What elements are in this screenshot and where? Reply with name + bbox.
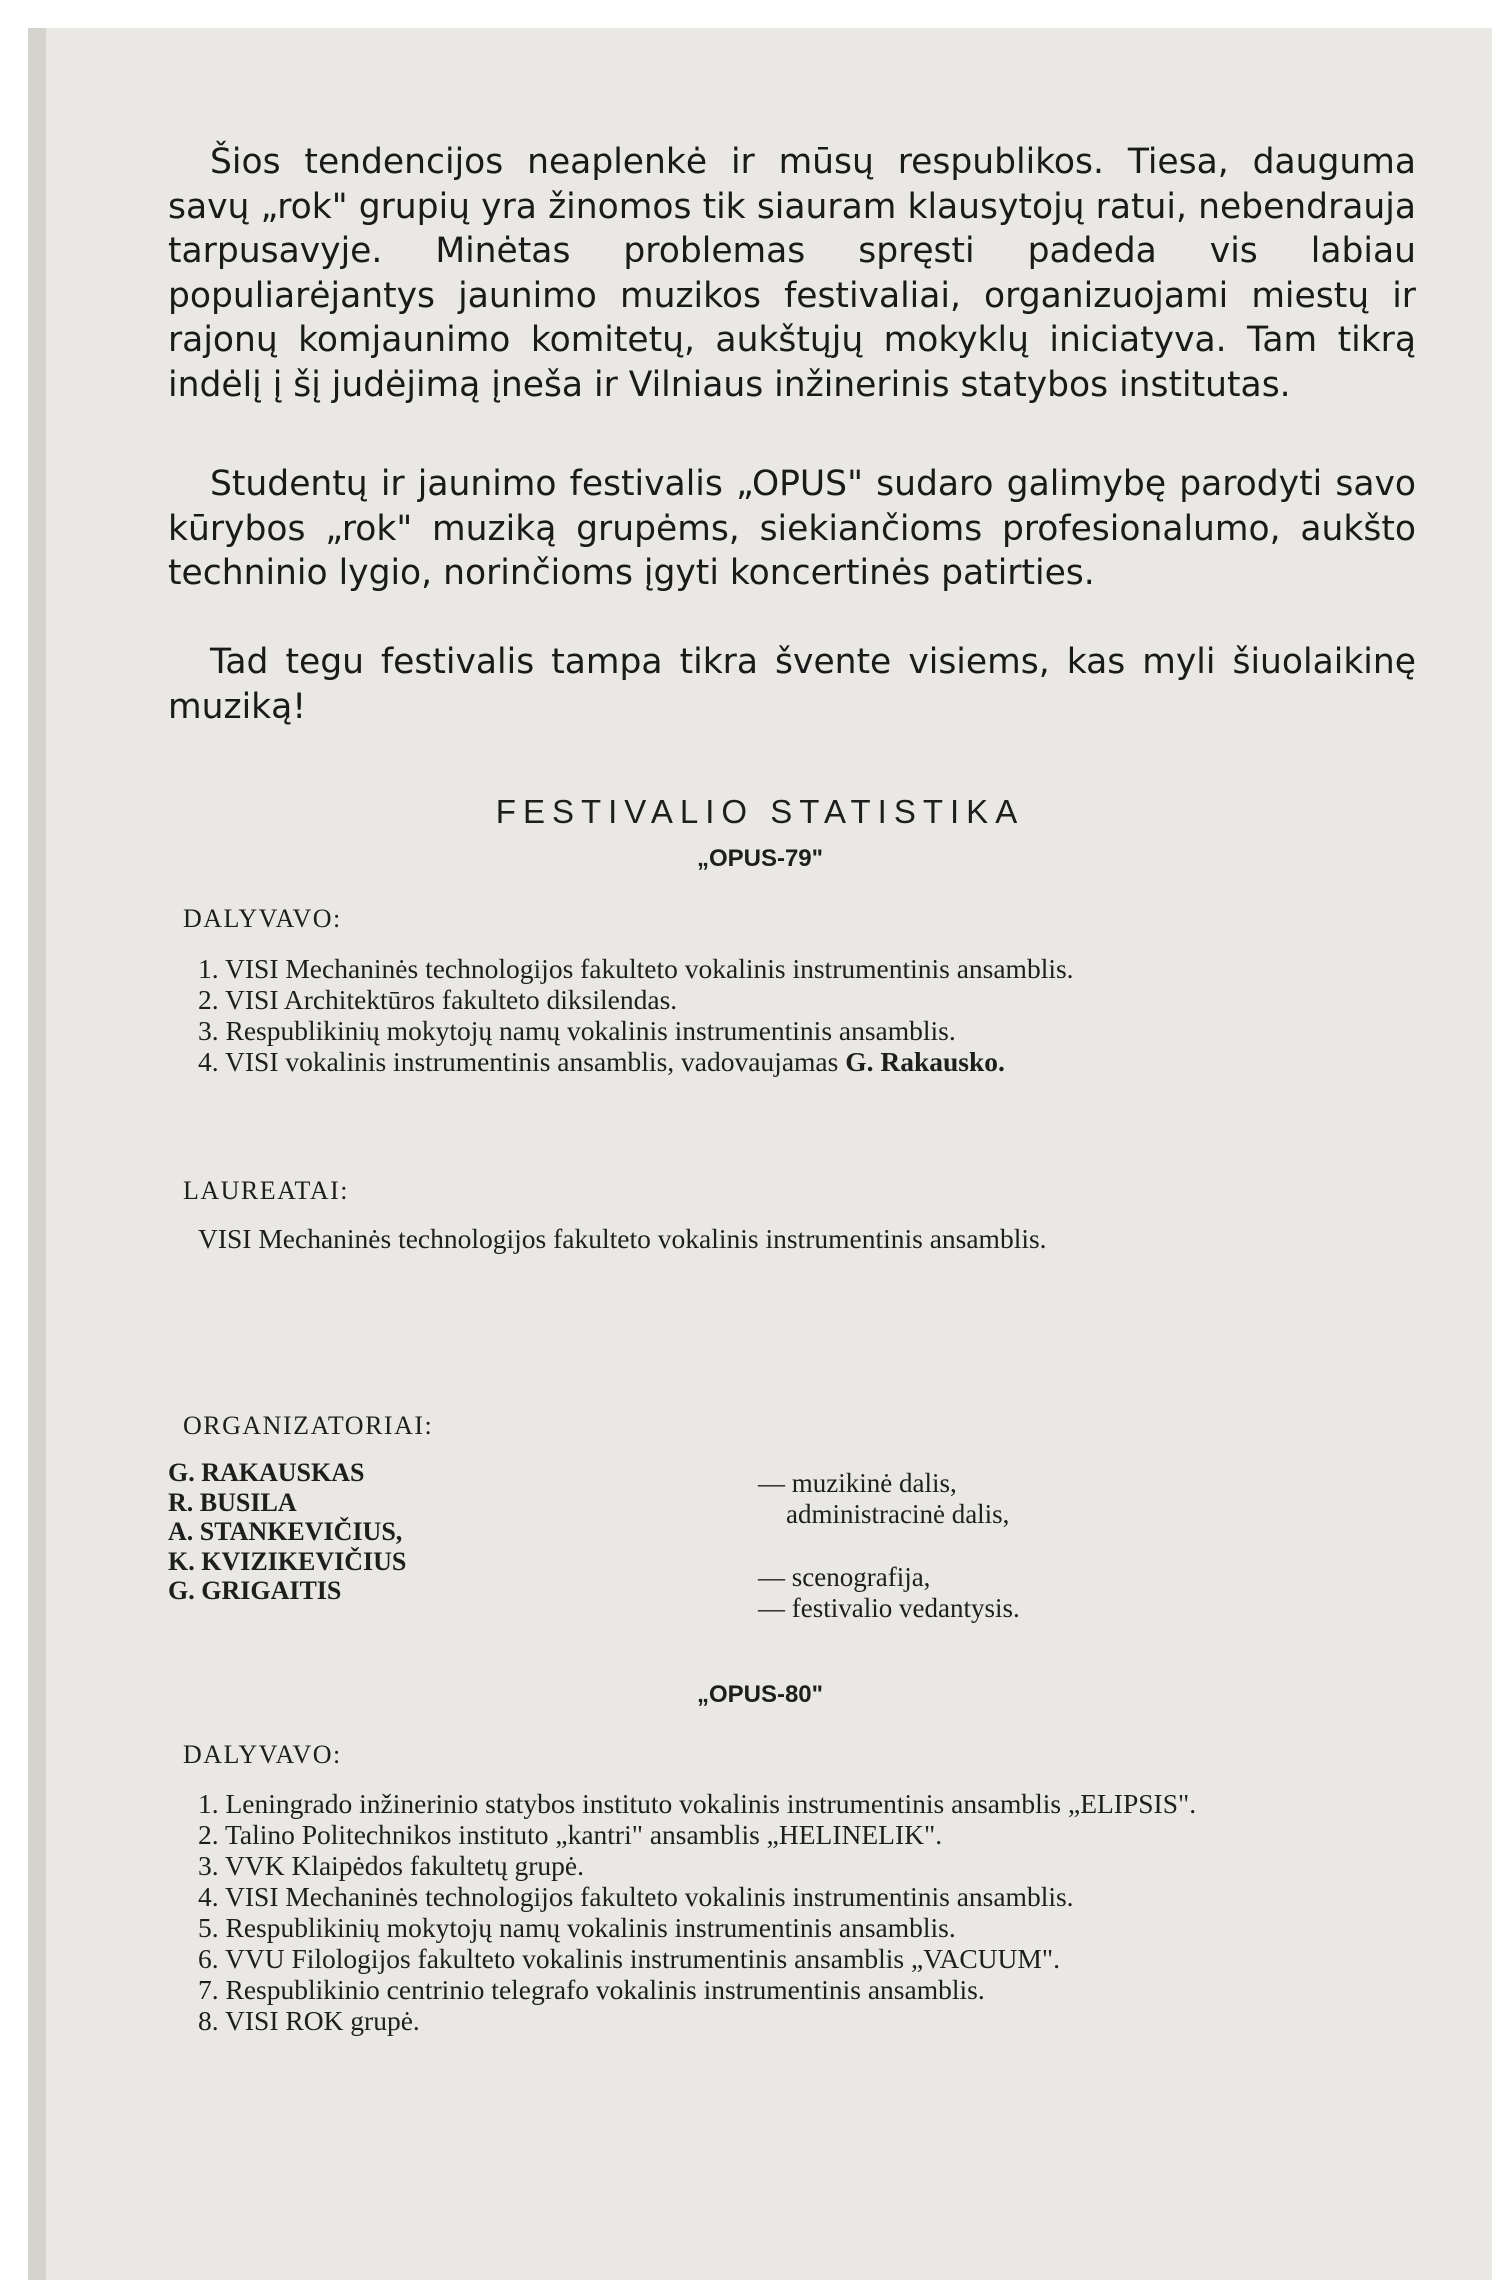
organizer-role: — festivalio vedantysis.	[758, 1593, 1020, 1623]
list-item: 3. VVK Klaipėdos fakultetų grupė.	[198, 1850, 584, 1881]
list-item: 1. Leningrado inžinerinio statybos instituto vokalinis instrumentinis ansamblis „ELIPSIS".	[198, 1788, 1197, 1819]
list-item: 1. VISI Mechaninės technologijos fakulteto vokalinis instrumentinis ansamblis.	[198, 953, 1074, 984]
organizers-list	[168, 1458, 406, 1606]
intro-paragraph-1: Šios tendencijos neaplenkė ir mūsų respublikos. Tiesa, dauguma savų „rok" grupių yra žinomos tik siauram klausytojų ratui, nebendrauja tarpusavyje. Minėtas problemas spręsti padeda vis labiau populiarėjantys jaunimo muzikos festivaliai, organizuojami miestų ir rajonų komjaunimo komitetų, aukštųjų mokyklų iniciatyva. Tam tikrą indėlį į šį judėjimą įneša ir Vilniaus inžinerinis statybos institutas.	[168, 142, 1416, 405]
organizer-role: — scenografija,	[758, 1562, 931, 1592]
opus79-title: „OPUS-79"	[696, 845, 824, 872]
opus79-participants-label: DALYVAVO:	[183, 904, 342, 933]
list-item	[168, 1046, 1408, 1077]
laureates-label: LAUREATAI:	[183, 1176, 350, 1205]
organizer-name: G. GRIGAITIS	[168, 1576, 342, 1605]
organizer-role: — muzikinė dalis,	[758, 1468, 957, 1498]
list-item: 3. Respublikinių mokytojų namų vokalinis instrumentinis ansamblis.	[198, 1015, 956, 1046]
intro-paragraph-2: Studentų ir jaunimo festivalis „OPUS" sudaro galimybę parodyti savo kūrybos „rok" muziką grupėms, siekiančioms profesionalumo, aukšto techninio lygio, norinčioms įgyti koncertinės patirties.	[168, 464, 1416, 593]
laureates-text: VISI Mechaninės technologijos fakulteto vokalinis instrumentinis ansamblis.	[198, 1223, 1047, 1254]
organizer-name: A. STANKEVIČIUS,	[168, 1517, 403, 1546]
list-item: 6. VVU Filologijos fakulteto vokalinis instrumentinis ansamblis „VACUUM".	[198, 1943, 1060, 1974]
opus80-participants-list	[168, 1788, 1408, 2036]
list-item: 4. VISI Mechaninės technologijos fakulteto vokalinis instrumentinis ansamblis.	[198, 1881, 1074, 1912]
organizer-name: G. RAKAUSKAS	[168, 1458, 365, 1487]
list-item: 2. Talino Politechnikos instituto „kantri" ansamblis „HELINELIK".	[198, 1819, 943, 1850]
organizers-label: ORGANIZATORIAI:	[183, 1411, 434, 1440]
list-item: 7. Respublikinio centrinio telegrafo vokalinis instrumentinis ansamblis.	[198, 1974, 985, 2005]
opus79-participants-list	[168, 953, 1408, 1077]
list-item-text: 4. VISI vokalinis instrumentinis ansamblis, vadovaujamas	[198, 1046, 839, 1077]
list-item: 2. VISI Architektūros fakulteto diksilendas.	[198, 984, 678, 1015]
scanned-page	[28, 28, 1492, 2280]
organizer-name: K. KVIZIKEVIČIUS	[168, 1546, 407, 1576]
opus80-participants-label: DALYVAVO:	[183, 1740, 342, 1769]
organizer-role: administracinė dalis,	[786, 1499, 1010, 1529]
conductor-name: G. Rakausko.	[845, 1046, 1005, 1077]
list-item: 5. Respublikinių mokytojų namų vokalinis instrumentinis ansamblis.	[198, 1912, 956, 1943]
intro-paragraph-3: Tad tegu festivalis tampa tikra švente visiems, kas myli šiuolaikinę muziką!	[168, 642, 1416, 727]
opus80-title: „OPUS-80"	[696, 1681, 824, 1708]
organizer-name: R. BUSILA	[168, 1487, 297, 1517]
statistics-heading: FESTIVALIO STATISTIKA	[495, 793, 1025, 830]
page-content	[28, 28, 1492, 2280]
list-item: 8. VISI ROK grupė.	[198, 2005, 420, 2036]
